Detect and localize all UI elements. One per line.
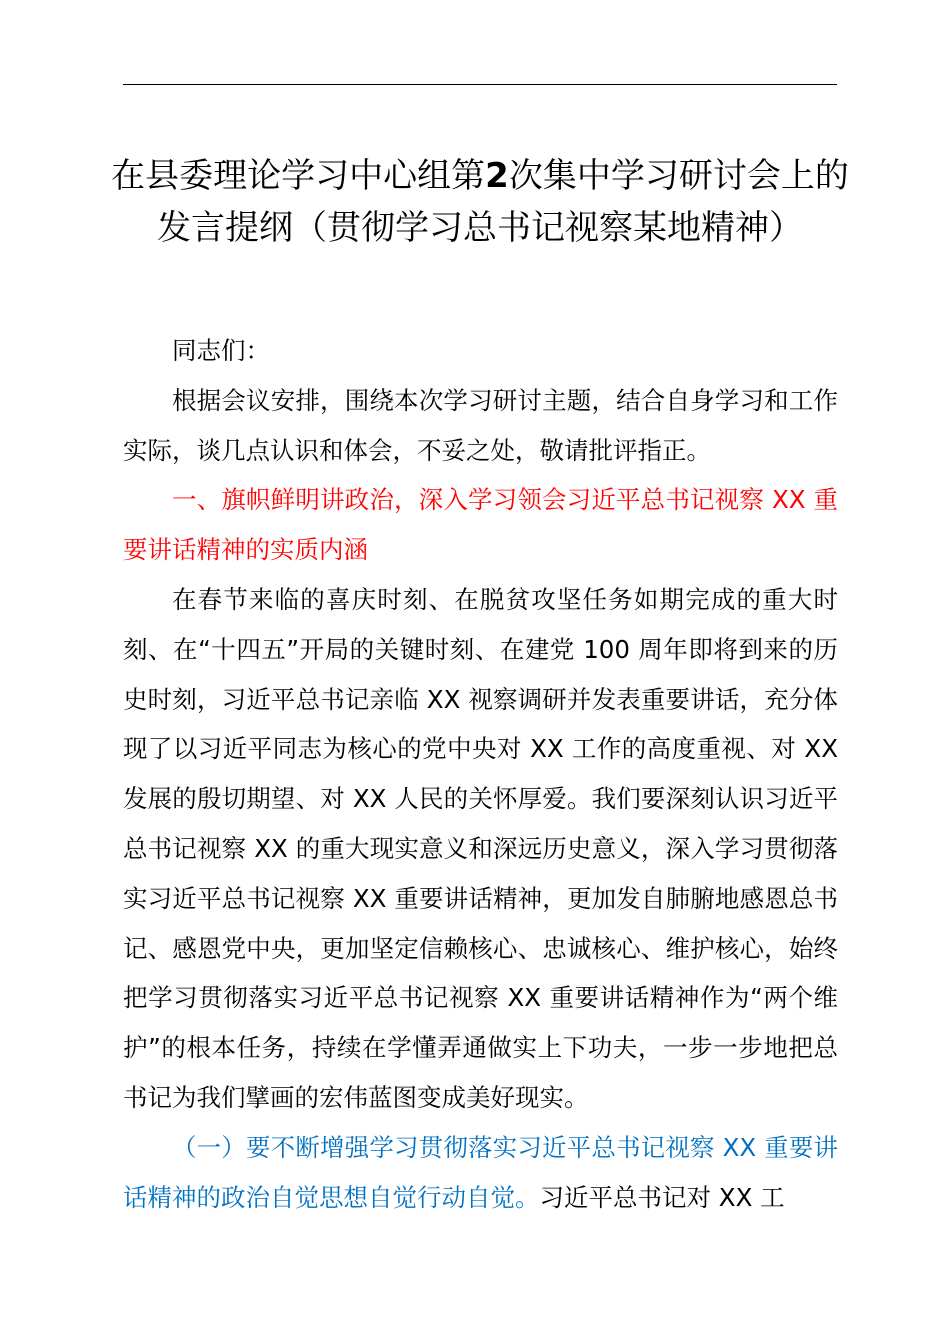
document-body [123,326,838,1222]
salutation: 同志们： [172,336,270,365]
title-session-number: 2 [485,156,509,196]
subsection-1-text: 习近平总书记对 XX 工 [539,1182,785,1212]
document-title [110,150,850,254]
title-text-part2: 次集中学习研讨会上的发言提纲（贯彻学习总书记视察某地精神） [157,156,849,248]
subsection-1-heading: （一）要不断增强学习贯彻落实习近平总书记视察 XX 重要讲话精神的政治自觉思想自觉行动自觉。 [123,1132,838,1212]
section-1-paragraph: 在春节来临的喜庆时刻、在脱贫攻坚任务如期完成的重大时刻、在“十四五”开局的关键时刻、在建党 100 周年即将到来的历史时刻，习近平总书记亲临 XX 视察调研并发表重要讲话，充分体现了以习近平同志为核心的党中央对 XX 工作的高度重视、对 XX 发展的殷切期望、对 XX 人民的关怀厚爱。我们要深刻认识习近平总书记视察 XX 的重大现实意义和深远历史意义，深入学习贯彻落实习近平总书记视察 XX 重要讲话精神，更加发自肺腑地感恩总书记、感恩党中央，更加坚定信赖核心、忠诚核心、维护核心，始终把学习贯彻落实习近平总书记视察 XX 重要讲话精神作为“两个维护”的根本任务，持续在学懂弄通做实上下功夫，一步一步地把总书记为我们擘画的宏伟蓝图变成美好现实。 [123,584,838,1112]
title-text-part1: 在县委理论学习中心组第 [111,156,486,196]
section-1-heading: 一、旗帜鲜明讲政治，深入学习领会习近平总书记视察 XX 重要讲话精神的实质内涵 [123,485,838,565]
subsection-1-paragraph [123,1123,838,1223]
intro-paragraph: 根据会议安排，围绕本次学习研讨主题，结合自身学习和工作实际，谈几点认识和体会，不妥之处，敬请批评指正。 [123,385,838,465]
header-rule [123,84,837,85]
